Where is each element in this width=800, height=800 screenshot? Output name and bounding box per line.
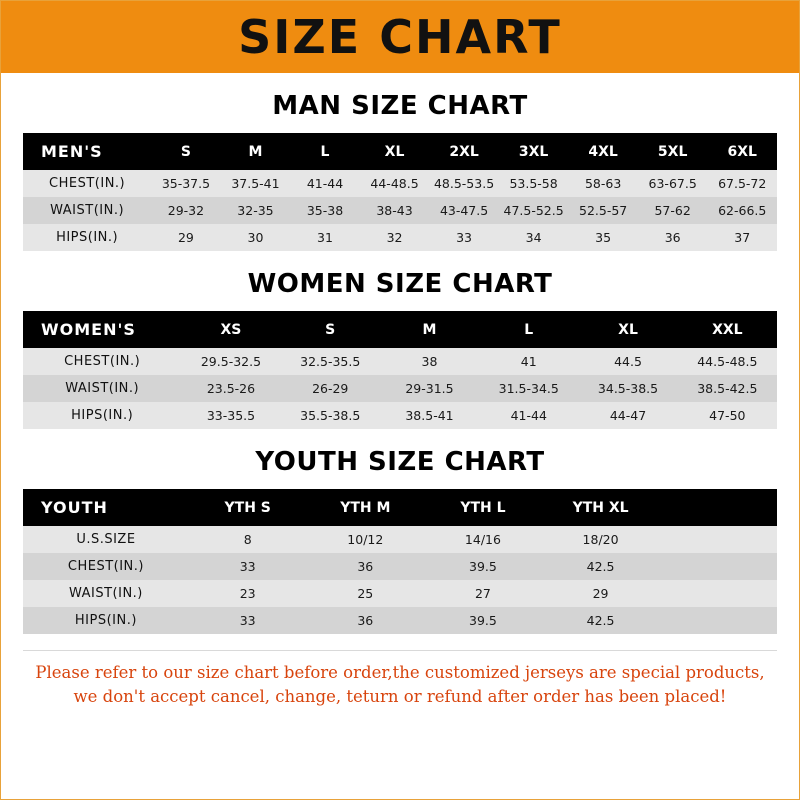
table-cell: 29-31.5 — [405, 381, 454, 396]
table-row — [23, 553, 777, 580]
table-cell: 38.5-42.5 — [697, 381, 758, 396]
table-cell-spacer — [659, 607, 777, 634]
women-size-table — [23, 311, 777, 429]
table-column-header: S — [281, 311, 380, 348]
row-label: CHEST(IN.) — [49, 176, 126, 191]
table-cell: 34.5-38.5 — [597, 381, 659, 396]
table-cell: 32.5-35.5 — [300, 354, 361, 369]
table-cell: 52.5-57 — [579, 203, 628, 218]
table-column-header: XL — [578, 311, 677, 348]
note-line-2: we don't accept cancel, change, teturn or refund after order has been placed! — [73, 686, 727, 706]
table-column-header: 2XL — [429, 133, 499, 170]
table-cell: 33 — [456, 230, 473, 245]
table-cell-spacer — [659, 580, 777, 607]
table-cell: 8 — [243, 532, 252, 547]
table-cell: 33 — [239, 559, 256, 574]
table-row — [23, 580, 777, 607]
men-section-title: MAN SIZE CHART — [272, 91, 528, 121]
table-cell: 39.5 — [469, 559, 497, 574]
table-cell-spacer — [659, 553, 777, 580]
table-column-header: XXL — [678, 311, 777, 348]
table-row — [23, 197, 777, 224]
table-column-header: YTH XL — [542, 489, 660, 526]
table-column-header: MEN'S — [23, 133, 151, 170]
table-cell: 43-47.5 — [439, 203, 489, 218]
table-cell: 42.5 — [586, 559, 615, 574]
table-cell: 32 — [386, 230, 403, 245]
table-cell: 38 — [421, 354, 438, 369]
table-cell: 26-29 — [312, 381, 349, 396]
table-cell: 63-67.5 — [648, 176, 697, 191]
table-row — [23, 526, 777, 553]
table-column-header: YTH S — [189, 489, 307, 526]
table-cell: 29.5-32.5 — [200, 354, 262, 369]
table-row — [23, 607, 777, 634]
table-cell: 23.5-26 — [206, 381, 256, 396]
table-row — [23, 170, 777, 197]
table-column-header: L — [479, 311, 578, 348]
row-label: WAIST(IN.) — [65, 381, 140, 396]
table-cell: 29-32 — [167, 203, 205, 218]
table-cell: 36 — [357, 559, 374, 574]
table-cell: 29 — [592, 586, 609, 601]
table-cell: 33 — [239, 613, 256, 628]
table-cell: 39.5 — [469, 613, 497, 628]
table-cell: 10/12 — [347, 532, 384, 547]
table-cell: 37.5-41 — [231, 176, 280, 191]
table-column-header-spacer — [659, 489, 777, 526]
table-cell: 36 — [357, 613, 374, 628]
table-cell: 35 — [595, 230, 612, 245]
table-cell: 44-47 — [609, 408, 647, 423]
row-label: WAIST(IN.) — [50, 203, 125, 218]
table-cell: 29 — [177, 230, 194, 245]
table-column-header: YTH M — [307, 489, 425, 526]
table-column-header: YOUTH — [23, 489, 189, 526]
table-cell: 32-35 — [237, 203, 274, 218]
page-header — [1, 1, 799, 73]
women-section-title: WOMEN SIZE CHART — [247, 269, 553, 299]
table-column-header: XL — [360, 133, 430, 170]
table-cell: 41-44 — [306, 176, 344, 191]
men-size-section — [1, 91, 799, 251]
row-label: CHEST(IN.) — [64, 354, 141, 369]
table-cell: 33-35.5 — [206, 408, 256, 423]
table-cell: 44.5-48.5 — [697, 354, 758, 369]
row-label: HIPS(IN.) — [56, 230, 119, 245]
table-row — [23, 402, 777, 429]
table-header-row — [23, 311, 777, 348]
page-title: SIZE CHART — [238, 10, 562, 64]
row-label: HIPS(IN.) — [74, 613, 137, 628]
table-header-row — [23, 489, 777, 526]
table-column-header: XS — [181, 311, 280, 348]
women-size-section — [1, 269, 799, 429]
table-cell: 18/20 — [582, 532, 619, 547]
youth-size-section — [1, 447, 799, 634]
men-size-table — [23, 133, 777, 251]
table-cell: 23 — [239, 586, 256, 601]
table-column-header: WOMEN'S — [23, 311, 181, 348]
table-header-row — [23, 133, 777, 170]
row-label: HIPS(IN.) — [71, 408, 134, 423]
table-cell: 31.5-34.5 — [498, 381, 559, 396]
table-cell: 38-43 — [376, 203, 413, 218]
row-label: CHEST(IN.) — [67, 559, 144, 574]
note-line-1: Please refer to our size chart before order,the customized jerseys are special products, — [35, 663, 765, 682]
table-column-header: L — [290, 133, 360, 170]
table-column-header: 3XL — [499, 133, 569, 170]
table-cell: 35-38 — [306, 203, 344, 218]
table-cell: 27 — [474, 586, 491, 601]
table-cell: 37 — [734, 230, 751, 245]
table-row — [23, 375, 777, 402]
table-cell: 38.5-41 — [405, 408, 454, 423]
table-column-header: YTH L — [424, 489, 542, 526]
table-cell: 62-66.5 — [718, 203, 767, 218]
table-column-header: M — [221, 133, 291, 170]
table-cell: 36 — [664, 230, 681, 245]
table-cell: 67.5-72 — [718, 176, 767, 191]
table-cell: 30 — [247, 230, 264, 245]
table-cell: 53.5-58 — [509, 176, 558, 191]
table-cell: 31 — [317, 230, 333, 245]
table-column-header: 4XL — [568, 133, 638, 170]
table-column-header: 6XL — [707, 133, 777, 170]
order-policy-note — [23, 650, 777, 709]
table-cell: 35.5-38.5 — [300, 408, 361, 423]
row-label: U.S.SIZE — [76, 532, 136, 547]
row-label: WAIST(IN.) — [68, 586, 143, 601]
table-cell: 58-63 — [584, 176, 622, 191]
table-cell-spacer — [659, 526, 777, 553]
table-cell: 44-48.5 — [370, 176, 419, 191]
table-row — [23, 224, 777, 251]
table-cell: 25 — [357, 586, 374, 601]
table-cell: 35-37.5 — [161, 176, 211, 191]
table-cell: 14/16 — [464, 532, 501, 547]
table-cell: 57-62 — [654, 203, 691, 218]
table-cell: 44.5 — [614, 354, 642, 369]
youth-section-title: YOUTH SIZE CHART — [255, 447, 545, 477]
table-cell: 48.5-53.5 — [433, 176, 495, 191]
table-column-header: 5XL — [638, 133, 708, 170]
table-cell: 47.5-52.5 — [503, 203, 564, 218]
table-cell: 41 — [520, 354, 537, 369]
table-cell: 34 — [525, 230, 542, 245]
youth-size-table — [23, 489, 777, 634]
table-row — [23, 348, 777, 375]
table-cell: 42.5 — [586, 613, 615, 628]
table-column-header: M — [380, 311, 479, 348]
table-cell: 47-50 — [709, 408, 746, 423]
table-cell: 41-44 — [510, 408, 547, 423]
table-column-header: S — [151, 133, 221, 170]
